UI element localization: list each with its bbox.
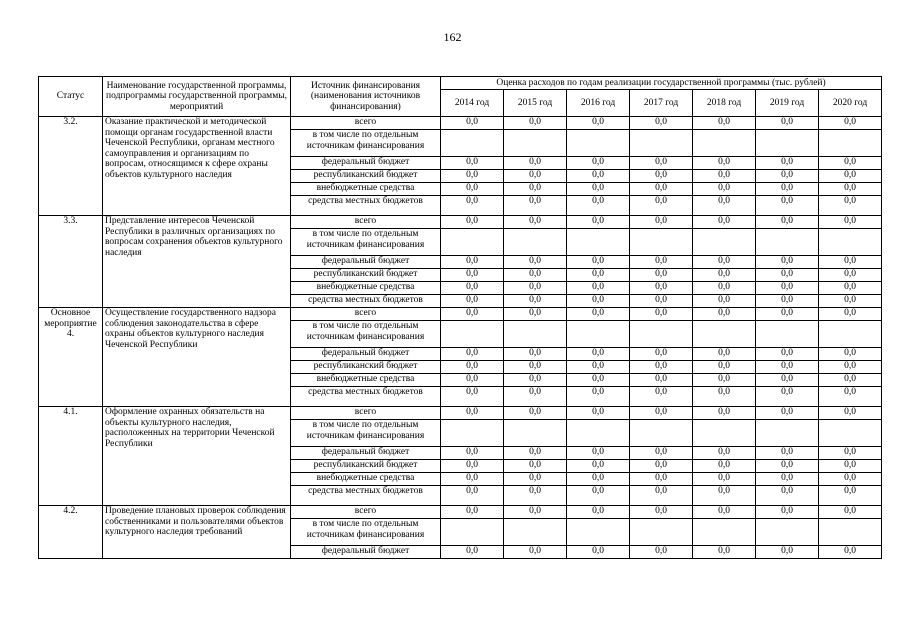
funding-source-cell: в том числе по отдельным источникам финансирования	[291, 420, 441, 447]
amount-cell: 0,0	[756, 183, 819, 196]
amount-cell	[567, 229, 630, 256]
measure-name-cell: Проведение плановых проверок соблюдения собственниками и пользователями объектов культурного наследия требований	[103, 506, 291, 559]
amount-cell: 0,0	[756, 295, 819, 308]
table-row	[39, 308, 882, 321]
amount-cell: 0,0	[819, 157, 882, 170]
amount-cell: 0,0	[504, 407, 567, 420]
amount-cell	[819, 321, 882, 348]
amount-cell: 0,0	[630, 117, 693, 130]
amount-cell: 0,0	[693, 157, 756, 170]
amount-cell: 0,0	[441, 407, 504, 420]
amount-cell	[504, 519, 567, 546]
amount-cell: 0,0	[756, 447, 819, 460]
amount-cell: 0,0	[756, 157, 819, 170]
amount-cell	[630, 321, 693, 348]
header-year: 2017 год	[630, 90, 693, 117]
amount-cell: 0,0	[693, 546, 756, 559]
amount-cell: 0,0	[441, 170, 504, 183]
amount-cell	[567, 321, 630, 348]
amount-cell: 0,0	[693, 506, 756, 519]
amount-cell: 0,0	[630, 216, 693, 229]
amount-cell: 0,0	[630, 256, 693, 269]
amount-cell	[819, 130, 882, 157]
amount-cell: 0,0	[630, 460, 693, 473]
amount-cell: 0,0	[693, 117, 756, 130]
amount-cell: 0,0	[693, 170, 756, 183]
amount-cell: 0,0	[819, 546, 882, 559]
amount-cell: 0,0	[819, 183, 882, 196]
amount-cell	[819, 519, 882, 546]
amount-cell: 0,0	[756, 170, 819, 183]
amount-cell: 0,0	[819, 361, 882, 374]
amount-cell: 0,0	[567, 374, 630, 387]
amount-cell: 0,0	[441, 216, 504, 229]
amount-cell: 0,0	[504, 183, 567, 196]
amount-cell	[504, 321, 567, 348]
amount-cell: 0,0	[567, 117, 630, 130]
amount-cell: 0,0	[567, 348, 630, 361]
amount-cell: 0,0	[819, 256, 882, 269]
amount-cell	[504, 130, 567, 157]
amount-cell	[693, 420, 756, 447]
table-row	[39, 407, 882, 420]
amount-cell: 0,0	[630, 473, 693, 486]
amount-cell: 0,0	[693, 460, 756, 473]
amount-cell: 0,0	[504, 282, 567, 295]
amount-cell: 0,0	[630, 308, 693, 321]
amount-cell: 0,0	[630, 486, 693, 506]
amount-cell: 0,0	[504, 374, 567, 387]
amount-cell: 0,0	[630, 387, 693, 407]
amount-cell: 0,0	[504, 216, 567, 229]
amount-cell: 0,0	[441, 361, 504, 374]
amount-cell	[441, 321, 504, 348]
amount-cell: 0,0	[693, 447, 756, 460]
amount-cell: 0,0	[567, 308, 630, 321]
amount-cell: 0,0	[630, 348, 693, 361]
amount-cell: 0,0	[504, 170, 567, 183]
amount-cell	[630, 519, 693, 546]
amount-cell: 0,0	[693, 183, 756, 196]
amount-cell: 0,0	[693, 348, 756, 361]
amount-cell	[567, 130, 630, 157]
measure-name-cell: Оказание практической и методической помощи органам государственной власти Чеченской Республики, органам местного самоуправления и организациям по вопросам, относящимся к сфере охраны объектов культурного наследия	[103, 117, 291, 216]
funding-source-cell: всего	[291, 506, 441, 519]
amount-cell: 0,0	[630, 170, 693, 183]
amount-cell: 0,0	[441, 546, 504, 559]
header-source: Источник финансирования (наименования источников финансирования)	[291, 77, 441, 117]
amount-cell: 0,0	[756, 282, 819, 295]
amount-cell: 0,0	[567, 361, 630, 374]
amount-cell	[567, 519, 630, 546]
amount-cell: 0,0	[756, 387, 819, 407]
amount-cell: 0,0	[441, 183, 504, 196]
funding-source-cell: внебюджетные средства	[291, 183, 441, 196]
amount-cell: 0,0	[504, 473, 567, 486]
amount-cell	[441, 229, 504, 256]
amount-cell: 0,0	[441, 256, 504, 269]
amount-cell: 0,0	[756, 473, 819, 486]
amount-cell: 0,0	[504, 295, 567, 308]
amount-cell: 0,0	[693, 407, 756, 420]
funding-source-cell: республиканский бюджет	[291, 460, 441, 473]
amount-cell: 0,0	[693, 486, 756, 506]
amount-cell: 0,0	[630, 374, 693, 387]
header-estimate: Оценка расходов по годам реализации государственной программы (тыс. рублей)	[441, 77, 882, 90]
amount-cell: 0,0	[504, 486, 567, 506]
header-year: 2015 год	[504, 90, 567, 117]
amount-cell	[819, 420, 882, 447]
amount-cell: 0,0	[567, 196, 630, 216]
amount-cell: 0,0	[567, 157, 630, 170]
funding-source-cell: средства местных бюджетов	[291, 486, 441, 506]
header-year: 2019 год	[756, 90, 819, 117]
amount-cell	[504, 420, 567, 447]
amount-cell: 0,0	[567, 183, 630, 196]
amount-cell	[756, 229, 819, 256]
table-row	[39, 216, 882, 229]
amount-cell: 0,0	[756, 486, 819, 506]
funding-source-cell: в том числе по отдельным источникам финансирования	[291, 130, 441, 157]
amount-cell: 0,0	[567, 506, 630, 519]
amount-cell: 0,0	[630, 506, 693, 519]
amount-cell: 0,0	[693, 256, 756, 269]
funding-source-cell: внебюджетные средства	[291, 282, 441, 295]
amount-cell: 0,0	[630, 407, 693, 420]
amount-cell: 0,0	[819, 473, 882, 486]
amount-cell: 0,0	[756, 269, 819, 282]
amount-cell	[756, 321, 819, 348]
amount-cell: 0,0	[504, 387, 567, 407]
amount-cell: 0,0	[504, 460, 567, 473]
amount-cell: 0,0	[630, 546, 693, 559]
amount-cell: 0,0	[819, 216, 882, 229]
amount-cell: 0,0	[819, 269, 882, 282]
amount-cell: 0,0	[567, 282, 630, 295]
funding-source-cell: федеральный бюджет	[291, 546, 441, 559]
amount-cell	[756, 420, 819, 447]
amount-cell: 0,0	[819, 506, 882, 519]
amount-cell: 0,0	[693, 196, 756, 216]
amount-cell: 0,0	[693, 269, 756, 282]
amount-cell: 0,0	[504, 196, 567, 216]
amount-cell: 0,0	[504, 348, 567, 361]
amount-cell: 0,0	[567, 460, 630, 473]
amount-cell	[630, 420, 693, 447]
amount-cell: 0,0	[504, 447, 567, 460]
amount-cell: 0,0	[567, 473, 630, 486]
budget-table	[38, 76, 882, 559]
amount-cell: 0,0	[441, 295, 504, 308]
amount-cell: 0,0	[693, 282, 756, 295]
amount-cell: 0,0	[504, 117, 567, 130]
amount-cell: 0,0	[441, 506, 504, 519]
amount-cell	[693, 130, 756, 157]
amount-cell: 0,0	[819, 348, 882, 361]
status-cell: 3.2.	[39, 117, 103, 216]
funding-source-cell: федеральный бюджет	[291, 447, 441, 460]
amount-cell: 0,0	[441, 486, 504, 506]
funding-source-cell: республиканский бюджет	[291, 361, 441, 374]
measure-name-cell: Оформление охранных обязательств на объекты культурного наследия, расположенных на территории Чеченской Республики	[103, 407, 291, 506]
amount-cell: 0,0	[630, 282, 693, 295]
amount-cell: 0,0	[756, 196, 819, 216]
status-cell: 4.2.	[39, 506, 103, 559]
amount-cell: 0,0	[441, 308, 504, 321]
amount-cell: 0,0	[630, 447, 693, 460]
amount-cell: 0,0	[567, 256, 630, 269]
amount-cell: 0,0	[819, 387, 882, 407]
amount-cell: 0,0	[756, 460, 819, 473]
funding-source-cell: внебюджетные средства	[291, 473, 441, 486]
funding-source-cell: всего	[291, 216, 441, 229]
amount-cell: 0,0	[756, 374, 819, 387]
funding-source-cell: средства местных бюджетов	[291, 387, 441, 407]
amount-cell: 0,0	[630, 269, 693, 282]
measure-name-cell: Представление интересов Чеченской Республики в различных организациях по вопросам сохранения объектов культурного наследия	[103, 216, 291, 308]
amount-cell: 0,0	[630, 157, 693, 170]
table-row	[39, 117, 882, 130]
amount-cell: 0,0	[504, 546, 567, 559]
funding-source-cell: федеральный бюджет	[291, 157, 441, 170]
amount-cell: 0,0	[441, 157, 504, 170]
amount-cell: 0,0	[567, 387, 630, 407]
amount-cell: 0,0	[756, 546, 819, 559]
amount-cell: 0,0	[441, 269, 504, 282]
amount-cell: 0,0	[441, 374, 504, 387]
amount-cell: 0,0	[630, 183, 693, 196]
header-status: Статус	[39, 77, 103, 117]
amount-cell	[441, 519, 504, 546]
amount-cell: 0,0	[819, 196, 882, 216]
amount-cell: 0,0	[441, 447, 504, 460]
amount-cell: 0,0	[756, 506, 819, 519]
amount-cell: 0,0	[819, 170, 882, 183]
amount-cell: 0,0	[567, 447, 630, 460]
amount-cell: 0,0	[819, 308, 882, 321]
amount-cell: 0,0	[441, 348, 504, 361]
amount-cell	[441, 130, 504, 157]
amount-cell	[630, 229, 693, 256]
amount-cell: 0,0	[504, 361, 567, 374]
amount-cell: 0,0	[756, 117, 819, 130]
header-year: 2016 год	[567, 90, 630, 117]
page-number: 162	[443, 30, 462, 44]
funding-source-cell: средства местных бюджетов	[291, 295, 441, 308]
amount-cell: 0,0	[693, 387, 756, 407]
funding-source-cell: внебюджетные средства	[291, 374, 441, 387]
amount-cell	[693, 229, 756, 256]
funding-source-cell: республиканский бюджет	[291, 170, 441, 183]
amount-cell: 0,0	[819, 282, 882, 295]
amount-cell	[693, 321, 756, 348]
funding-source-cell: в том числе по отдельным источникам финансирования	[291, 519, 441, 546]
amount-cell: 0,0	[441, 460, 504, 473]
amount-cell: 0,0	[567, 486, 630, 506]
amount-cell: 0,0	[819, 407, 882, 420]
amount-cell	[630, 130, 693, 157]
header-year: 2020 год	[819, 90, 882, 117]
funding-source-cell: в том числе по отдельным источникам финансирования	[291, 229, 441, 256]
amount-cell: 0,0	[819, 486, 882, 506]
amount-cell: 0,0	[693, 308, 756, 321]
amount-cell: 0,0	[819, 460, 882, 473]
amount-cell: 0,0	[504, 269, 567, 282]
table-body	[39, 117, 882, 559]
table-row	[39, 506, 882, 519]
amount-cell: 0,0	[756, 348, 819, 361]
amount-cell: 0,0	[819, 295, 882, 308]
amount-cell: 0,0	[567, 407, 630, 420]
funding-source-cell: средства местных бюджетов	[291, 196, 441, 216]
status-cell: 3.3.	[39, 216, 103, 308]
header-year: 2018 год	[693, 90, 756, 117]
status-cell: 4.1.	[39, 407, 103, 506]
amount-cell: 0,0	[756, 216, 819, 229]
status-cell: Основное мероприятие 4.	[39, 308, 103, 407]
amount-cell	[693, 519, 756, 546]
amount-cell: 0,0	[693, 374, 756, 387]
amount-cell: 0,0	[693, 361, 756, 374]
amount-cell: 0,0	[504, 308, 567, 321]
amount-cell: 0,0	[567, 216, 630, 229]
amount-cell: 0,0	[819, 374, 882, 387]
amount-cell: 0,0	[630, 361, 693, 374]
amount-cell	[756, 519, 819, 546]
amount-cell: 0,0	[819, 117, 882, 130]
amount-cell: 0,0	[756, 308, 819, 321]
funding-source-cell: федеральный бюджет	[291, 348, 441, 361]
amount-cell: 0,0	[441, 473, 504, 486]
amount-cell: 0,0	[756, 407, 819, 420]
amount-cell: 0,0	[693, 295, 756, 308]
funding-source-cell: федеральный бюджет	[291, 256, 441, 269]
amount-cell: 0,0	[819, 447, 882, 460]
amount-cell: 0,0	[441, 387, 504, 407]
amount-cell: 0,0	[441, 117, 504, 130]
amount-cell: 0,0	[567, 269, 630, 282]
funding-source-cell: в том числе по отдельным источникам финансирования	[291, 321, 441, 348]
amount-cell: 0,0	[441, 196, 504, 216]
measure-name-cell: Осуществление государственного надзора соблюдения законодательства в сфере охраны объектов культурного наследия Чеченской Республики	[103, 308, 291, 407]
amount-cell: 0,0	[504, 157, 567, 170]
amount-cell: 0,0	[567, 546, 630, 559]
amount-cell	[819, 229, 882, 256]
amount-cell: 0,0	[567, 170, 630, 183]
amount-cell: 0,0	[693, 216, 756, 229]
amount-cell: 0,0	[630, 295, 693, 308]
amount-cell: 0,0	[630, 196, 693, 216]
funding-source-cell: всего	[291, 407, 441, 420]
funding-source-cell: республиканский бюджет	[291, 269, 441, 282]
amount-cell: 0,0	[504, 256, 567, 269]
amount-cell: 0,0	[567, 295, 630, 308]
amount-cell: 0,0	[441, 282, 504, 295]
funding-source-cell: всего	[291, 117, 441, 130]
amount-cell: 0,0	[756, 361, 819, 374]
amount-cell	[504, 229, 567, 256]
amount-cell: 0,0	[504, 506, 567, 519]
amount-cell: 0,0	[693, 473, 756, 486]
header-name: Наименование государственной программы, подпрограммы государственной программы, мероприятий	[103, 77, 291, 117]
amount-cell: 0,0	[756, 256, 819, 269]
header-year: 2014 год	[441, 90, 504, 117]
amount-cell	[567, 420, 630, 447]
funding-source-cell: всего	[291, 308, 441, 321]
amount-cell	[756, 130, 819, 157]
amount-cell	[441, 420, 504, 447]
